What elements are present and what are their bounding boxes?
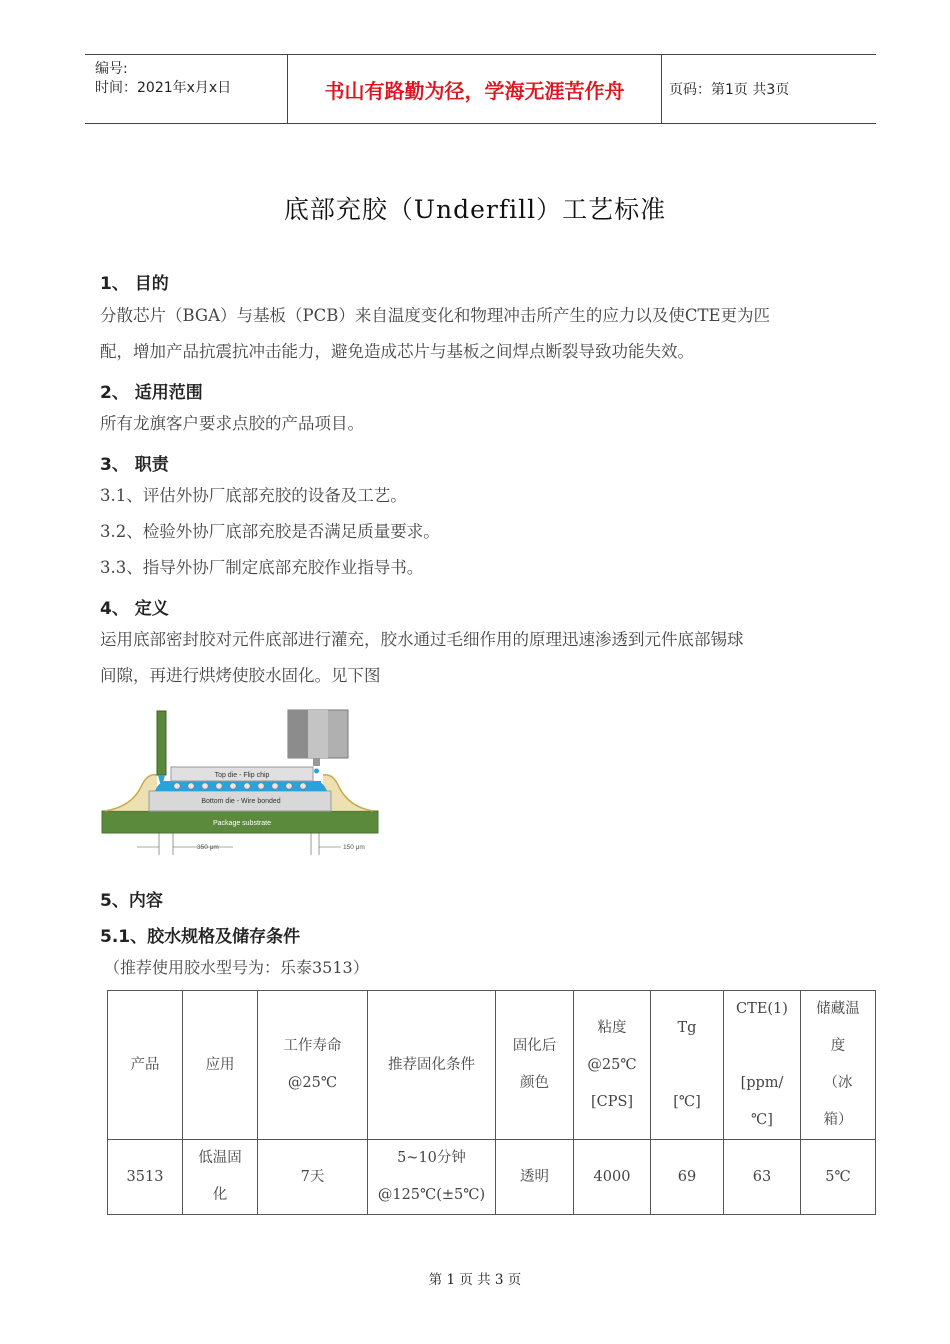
cell-line: 粘度 [597,1019,627,1036]
cell-line: @25℃ [287,1075,338,1091]
table-cell [724,1140,801,1215]
underfill-layer [163,781,321,791]
serial-label: 编号: [95,61,128,77]
substrate-label: Package substrate [213,820,271,827]
header-motto: 书山有路勤为径，学海无涯苦作舟 [287,55,662,123]
cell-line: 低温固 [198,1150,242,1166]
table-cell [108,1140,183,1215]
header-page-info: 页码：第1页 共3页 [669,82,790,98]
cell-line: 3513 [126,1168,164,1185]
cell-line: 4000 [593,1168,631,1185]
cell-line: 5~10分钟 [397,1150,466,1166]
cell-line: 透明 [520,1168,549,1185]
cell-line [655,1047,719,1084]
section-1-line-1: 分散芯片（BGA）与基板（PCB）来自温度变化和物理冲击所产生的应力以及使CTE更为匹 [100,306,771,325]
section-1-heading: 1、 目的 [100,274,169,294]
cell-line: CTE(1) [736,1001,788,1017]
section-3-item-3: 3.3、指导外协厂制定底部充胶作业指导书。 [100,558,424,577]
section-3-item-1: 3.1、评估外协厂底部充胶的设备及工艺。 [100,486,407,505]
section-2-text: 所有龙旗客户要求点胶的产品项目。 [100,414,364,433]
table-cell [258,1140,368,1215]
section-5-heading: 5、内容 [100,891,163,911]
time-label: 时间：2021年x月x日 [95,80,232,96]
dispense-needle-left [157,711,166,775]
section-3-item-2: 3.2、检验外协厂底部充胶是否满足质量要求。 [100,522,440,541]
dispenser-head-icon [288,710,348,774]
header-cell [183,991,258,1140]
table-row [108,1140,876,1215]
table-cell [651,1140,724,1215]
dim-right-label: 150 μm [343,844,365,851]
cell-line: @125℃(±5℃) [377,1187,486,1203]
page-footer: 第 1 页 共 3 页 [428,1272,522,1288]
cell-line: 7天 [300,1168,325,1185]
cell-line: 5℃ [825,1168,851,1185]
cell-line: 69 [677,1168,697,1185]
cell-line: （冰 [823,1075,853,1091]
cell-line: @25℃ [587,1056,637,1073]
header-cell [368,991,496,1140]
table-cell [368,1140,496,1215]
glue-model-note: （推荐使用胶水型号为：乐泰3513） [104,958,369,977]
section-3-list [100,478,870,586]
cell-line: 颜色 [520,1075,549,1091]
header-cell [724,991,801,1140]
cell-line: ℃] [751,1112,773,1128]
cell-line: [CPS] [590,1093,634,1110]
table-cell [183,1140,258,1215]
table-cell [574,1140,651,1215]
section-2-heading: 2、 适用范围 [100,383,203,403]
glue-spec-table [107,990,876,1215]
cell-line: 应用 [205,1056,235,1073]
cell-line: 度 [830,1038,846,1054]
cell-line: 63 [752,1168,772,1185]
table-cell [801,1140,876,1215]
cell-line: 箱） [823,1112,853,1128]
cell-line: 固化后 [512,1038,557,1054]
cell-line [728,1028,796,1065]
cell-line: 储藏温 [816,1001,860,1017]
section-1-text [100,298,870,370]
table-cell [496,1140,574,1215]
page-header [85,54,876,124]
bottom-die-label: Bottom die - Wire bonded [201,798,281,805]
header-cell [496,991,574,1140]
section-5-1-heading: 5.1、胶水规格及储存条件 [100,927,301,947]
dim-left-label: 350 μm [197,844,219,851]
header-cell [574,991,651,1140]
underfill-diagram [101,707,379,859]
section-3-heading: 3、 职责 [100,455,169,475]
section-4-line-2: 间隙，再进行烘烤使胶水固化。见下图 [100,666,381,685]
table-header-row [108,991,876,1140]
cell-line: 化 [212,1187,228,1203]
cell-line: Tg [677,1019,697,1036]
header-cell [108,991,183,1140]
section-4-line-1: 运用底部密封胶对元件底部进行灌充，胶水通过毛细作用的原理迅速渗透到元件底部锡球 [100,630,744,649]
section-1-line-2: 配，增加产品抗震抗冲击能力，避免造成芯片与基板之间焊点断裂导致功能失效。 [100,342,694,361]
section-4-heading: 4、 定义 [100,599,169,619]
header-meta [85,55,287,123]
section-4-text [100,622,870,694]
header-cell [258,991,368,1140]
cell-line: 推荐固化条件 [388,1056,475,1073]
cell-line: 工作寿命 [283,1038,342,1054]
header-cell [651,991,724,1140]
cell-line: [ppm/ [740,1075,784,1091]
header-cell [801,991,876,1140]
cell-line: [℃] [673,1093,701,1110]
top-die-label: Top die - Flip chip [214,772,270,779]
cell-line: 产品 [130,1056,160,1073]
document-title: 底部充胶（Underfill）工艺标准 [283,195,667,224]
